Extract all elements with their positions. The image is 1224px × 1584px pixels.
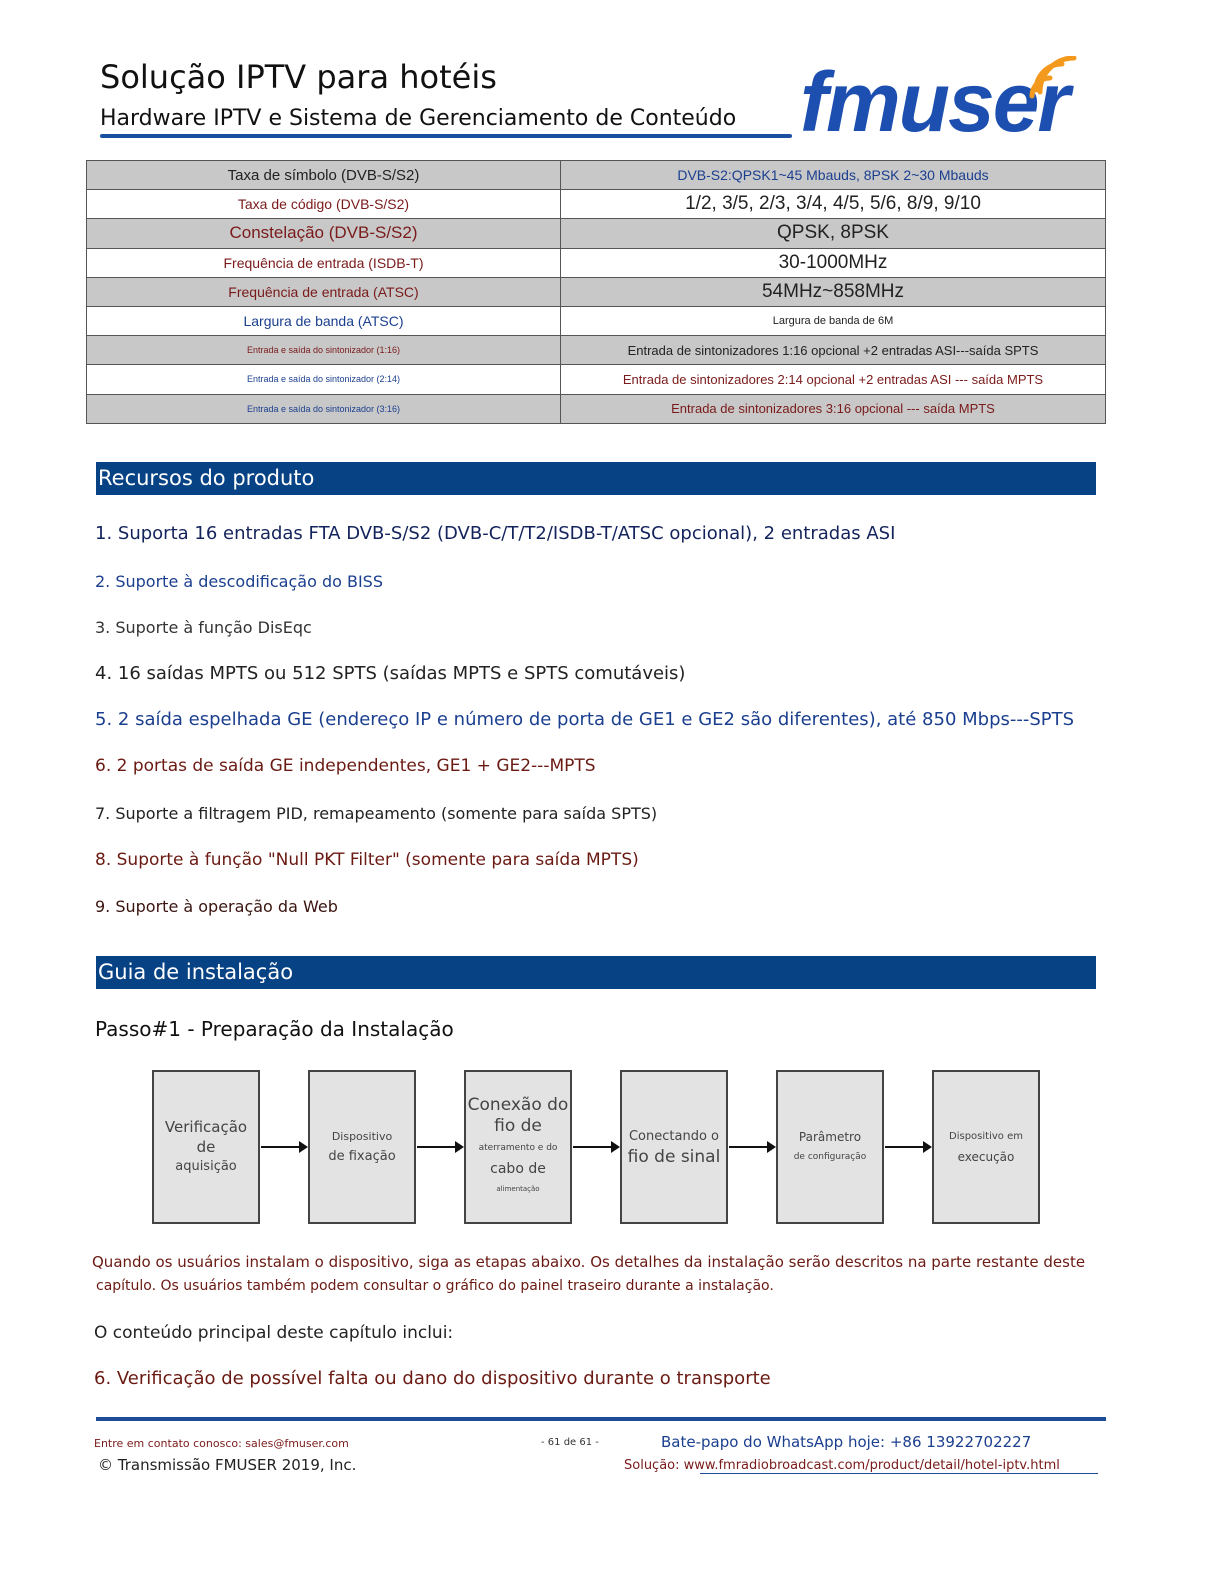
feature-item: 5. 2 saída espelhada GE (endereço IP e número de porta de GE1 e GE2 são diferentes), até 850 Mbps---SPTS [95, 709, 1075, 730]
flow-arrow [417, 1146, 462, 1148]
flow-arrow [261, 1146, 306, 1148]
flow-step-text: Dispositivo em [949, 1131, 1023, 1142]
feature-item: 6. 2 portas de saída GE independentes, GE1 + GE2---MPTS [95, 756, 596, 776]
feature-item: 9. Suporte à operação da Web [95, 897, 338, 916]
spec-value: DVB-S2:QPSK1~45 Mbauds, 8PSK 2~30 Mbauds [561, 161, 1106, 190]
flow-step-text: execução [957, 1150, 1015, 1164]
spec-value: Entrada de sintonizadores 3:16 opcional --- saída MPTS [561, 394, 1106, 423]
table-row [87, 248, 1106, 277]
spec-label: Frequência de entrada (ISDB-T) [87, 248, 561, 277]
spec-value: Entrada de sintonizadores 2:14 opcional +2 entradas ASI --- saída MPTS [561, 365, 1106, 394]
install-paragraph-line2: capítulo. Os usuários também podem consultar o gráfico do painel traseiro durante a instalação. [96, 1278, 774, 1294]
flow-step-acquisition-check [152, 1070, 260, 1224]
flow-step-text: de fixação [328, 1149, 396, 1164]
spec-table [86, 160, 1106, 424]
header-rule [100, 134, 792, 138]
install-paragraph-line1: Quando os usuários instalam o dispositivo, siga as etapas abaixo. Os detalhes da instalação serão descritos na parte restante deste [92, 1253, 1086, 1271]
flow-step-text: fio de [494, 1116, 542, 1136]
feature-item: 3. Suporte à função DisEqc [95, 618, 312, 637]
table-row [87, 306, 1106, 335]
flow-step-text: Conectando o [628, 1129, 719, 1144]
document-title: Solução IPTV para hotéis [100, 58, 497, 96]
flow-step-running [932, 1070, 1040, 1224]
table-row [87, 336, 1106, 365]
feature-item: 2. Suporte à descodificação do BISS [95, 572, 383, 591]
flow-step-configuration [776, 1070, 884, 1224]
spec-value: 30-1000MHz [561, 248, 1106, 277]
flow-step-text: Verificação de [164, 1118, 248, 1156]
flow-step-text: aquisição [175, 1159, 237, 1174]
content-intro: O conteúdo principal deste capítulo inclui: [94, 1323, 454, 1343]
spec-label: Frequência de entrada (ATSC) [87, 277, 561, 306]
spec-label: Largura de banda (ATSC) [87, 306, 561, 335]
installation-heading: Guia de instalação [98, 960, 294, 984]
flow-step-text: Conexão do [467, 1095, 569, 1115]
flow-step-text: fio de sinal [627, 1147, 721, 1167]
spec-value: QPSK, 8PSK [561, 219, 1106, 248]
broadcast-arcs-icon [1022, 56, 1082, 100]
feature-item: 1. Suporta 16 entradas FTA DVB-S/S2 (DVB-C/T/T2/ISDB-T/ATSC opcional), 2 entradas ASI [95, 523, 896, 544]
spec-label: Entrada e saída do sintonizador (1:16) [87, 336, 561, 365]
footer-copyright: © Transmissão FMUSER 2019, Inc. [98, 1456, 357, 1474]
flow-step-text: aterramento e do [478, 1143, 558, 1153]
table-row [87, 394, 1106, 423]
feature-item: 4. 16 saídas MPTS ou 512 SPTS (saídas MPTS e SPTS comutáveis) [95, 663, 686, 684]
page-number: - 61 de 61 - [541, 1437, 599, 1448]
features-section-bar [96, 462, 1096, 495]
installation-section-bar [96, 956, 1096, 989]
features-heading: Recursos do produto [98, 466, 315, 490]
flow-step-text: alimentação [496, 1185, 540, 1193]
spec-label: Entrada e saída do sintonizador (3:16) [87, 394, 561, 423]
spec-value: 1/2, 3/5, 2/3, 3/4, 4/5, 5/6, 8/9, 9/10 [561, 190, 1106, 219]
fmuser-logo [800, 52, 1110, 152]
step-title: Passo#1 - Preparação da Instalação [95, 1017, 454, 1041]
footer-rule [96, 1417, 1106, 1421]
flow-arrow [885, 1146, 930, 1148]
content-item: 6. Verificação de possível falta ou dano do dispositivo durante o transporte [94, 1368, 771, 1389]
spec-value: 54MHz~858MHz [561, 277, 1106, 306]
footer-link-underline [700, 1473, 1098, 1474]
spec-label: Entrada e saída do sintonizador (2:14) [87, 365, 561, 394]
flow-step-text: Dispositivo [331, 1130, 393, 1143]
table-row [87, 190, 1106, 219]
spec-value: Entrada de sintonizadores 1:16 opcional +2 entradas ASI---saída SPTS [561, 336, 1106, 365]
flow-step-text: de configuração [793, 1152, 867, 1162]
flow-step-text: Parâmetro [798, 1130, 862, 1144]
table-row [87, 365, 1106, 394]
spec-label: Taxa de código (DVB-S/S2) [87, 190, 561, 219]
flow-step-fixing-device [308, 1070, 416, 1224]
flow-arrow [729, 1146, 774, 1148]
flow-arrow [573, 1146, 618, 1148]
flow-step-signal-wire [620, 1070, 728, 1224]
flow-step-text: cabo de [490, 1161, 546, 1177]
feature-item: 8. Suporte à função "Null PKT Filter" (somente para saída MPTS) [95, 850, 639, 870]
table-row [87, 219, 1106, 248]
footer-solution-link[interactable]: Solução: www.fmradiobroadcast.com/product/detail/hotel-iptv.html [624, 1458, 1060, 1473]
logo-wordmark: fmuser [800, 55, 1069, 149]
document-subtitle: Hardware IPTV e Sistema de Gerenciamento de Conteúdo [100, 106, 737, 131]
spec-label: Constelação (DVB-S/S2) [87, 219, 561, 248]
table-row [87, 161, 1106, 190]
spec-value: Largura de banda de 6M [561, 306, 1106, 335]
footer-whatsapp: Bate-papo do WhatsApp hoje: +86 13922702227 [661, 1433, 1032, 1451]
flow-step-grounding-power [464, 1070, 572, 1224]
feature-item: 7. Suporte a filtragem PID, remapeamento (somente para saída SPTS) [95, 804, 658, 823]
spec-label: Taxa de símbolo (DVB-S/S2) [87, 161, 561, 190]
footer-contact: Entre em contato conosco: sales@fmuser.com [94, 1437, 349, 1450]
table-row [87, 277, 1106, 306]
